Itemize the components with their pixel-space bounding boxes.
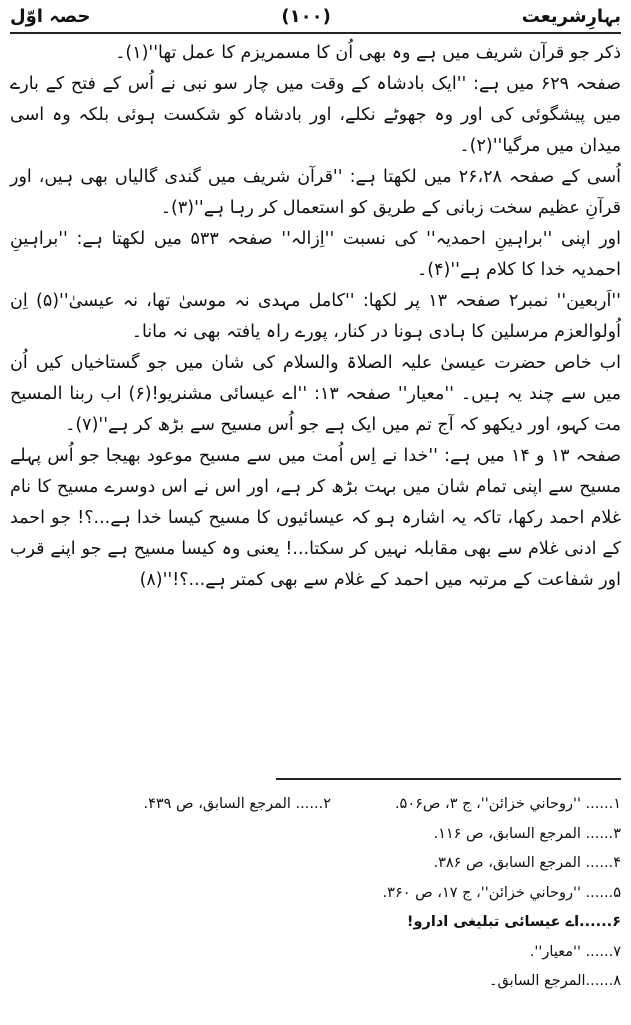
paragraph: ذکر جو قرآن شریف میں ہے وہ بھی اُن کا مسمریزم کا عمل تھا''(۱)۔ — [115, 43, 621, 63]
footnote-row — [10, 879, 621, 909]
footnote-row — [10, 967, 621, 997]
paragraph: اور اپنی ''براہینِ احمدیہ'' کی نسبت ''اِزالہ'' صفحہ ۵۳۳ میں لکھتا ہے: ''براہینِ احمدیہ خدا کا کلام ہے''(۴)۔ — [10, 229, 621, 280]
footnote-8: ۸......المرجع السابق۔ — [489, 973, 621, 989]
footnote-1: ۱...... ''روحاني خزائن''، ج ۳، ص۵۰۶. — [394, 796, 621, 812]
footnotes — [10, 790, 621, 997]
footnote-6: ۶......اے عیسائی تبلیغی ادارو! — [406, 914, 621, 930]
paragraph: اب خاص حضرت عیسیٰ علیہ الصلاۃ والسلام کی شان میں جو گستاخیاں کیں اُن میں سے چند یہ ہیں۔ ''معیار'' صفحہ ۱۳: ''اے عیسائی مشنریو!(۶) اب ربنا المسیح مت کہو، اور دیکھو کہ آج تم میں ایک ہے جو اُس مسیح سے بڑھ کر ہے''(۷)۔ — [10, 353, 621, 435]
page-number: (۱۰۰) — [281, 5, 331, 27]
footnote-3: ۳...... المرجع السابق، ص ۱۱۶. — [433, 825, 621, 842]
part-label: حصہ اوّل — [10, 5, 91, 27]
footnote-4: ۴...... المرجع السابق، ص ۳۸۶. — [433, 855, 621, 871]
paragraph: ''اَربعین'' نمبر۲ صفحہ ۱۳ پر لکھا: ''کامل مہدی نہ موسیٰ تھا، نہ عیسیٰ''(۵) اِن اُولوالعزم مرسلین کا ہادی ہونا در کنار، پورے راہ یافتہ بھی نہ مانا۔ — [10, 291, 621, 342]
footnote-row — [10, 938, 621, 968]
book-title: بہارِشریعت — [521, 5, 621, 27]
page-header — [10, 0, 621, 34]
footnote-row — [10, 908, 621, 938]
footnote-row — [10, 849, 621, 879]
paragraph: صفحہ ۶۲۹ میں ہے: ''ایک بادشاہ کے وقت میں چار سو نبی نے اُس کے فتح کے بارے میں پیشگوئی کی اور وہ جھوٹے نکلے، اور بادشاہ کو شکست ہوئی بلکہ وہ اسی میدان میں مرگیا''(۲)۔ — [10, 74, 621, 156]
footnote-divider — [276, 778, 621, 780]
paragraph: صفحہ ۱۳ و ۱۴ میں ہے: ''خدا نے اِس اُمت میں سے مسیح موعود بھیجا جو اُس پہلے مسیح سے اپنی تمام شان میں بہت بڑھ کر ہے، اور اس نے اس دوسرے مسیح کا نام غلام احمد رکھا، تاکہ یہ اشارہ ہو کہ عیسائیوں کا مسیح کیسا خدا ہے...؟! جو احمد کے ادنی غلام سے بھی مقابلہ نہیں کر سکتا...! یعنی وہ کیسا مسیح ہے جو اپنے قرب اور شفاعت کے مرتبہ میں احمد کے غلام سے بھی کمتر ہے...؟!''(۸) — [10, 446, 622, 590]
footnote-2: ۲...... المرجع السابق، ص ۴۳۹. — [143, 796, 331, 812]
paragraph: اُسی کے صفحہ ۲۶،۲۸ میں لکھتا ہے: ''قرآن شریف میں گندی گالیاں بھی ہیں، اور قرآنِ عظیم سخت زبانی کے طریق کو استعمال کر رہا ہے''(۳)۔ — [10, 167, 621, 218]
footnote-row — [10, 790, 621, 820]
main-text — [10, 38, 621, 596]
footnote-row — [10, 820, 621, 850]
footnote-5: ۵...... ''روحاني خزائن''، ج ۱۷، ص ۳۶۰. — [382, 884, 621, 901]
footnote-7: ۷...... ''معیار''. — [529, 943, 621, 960]
